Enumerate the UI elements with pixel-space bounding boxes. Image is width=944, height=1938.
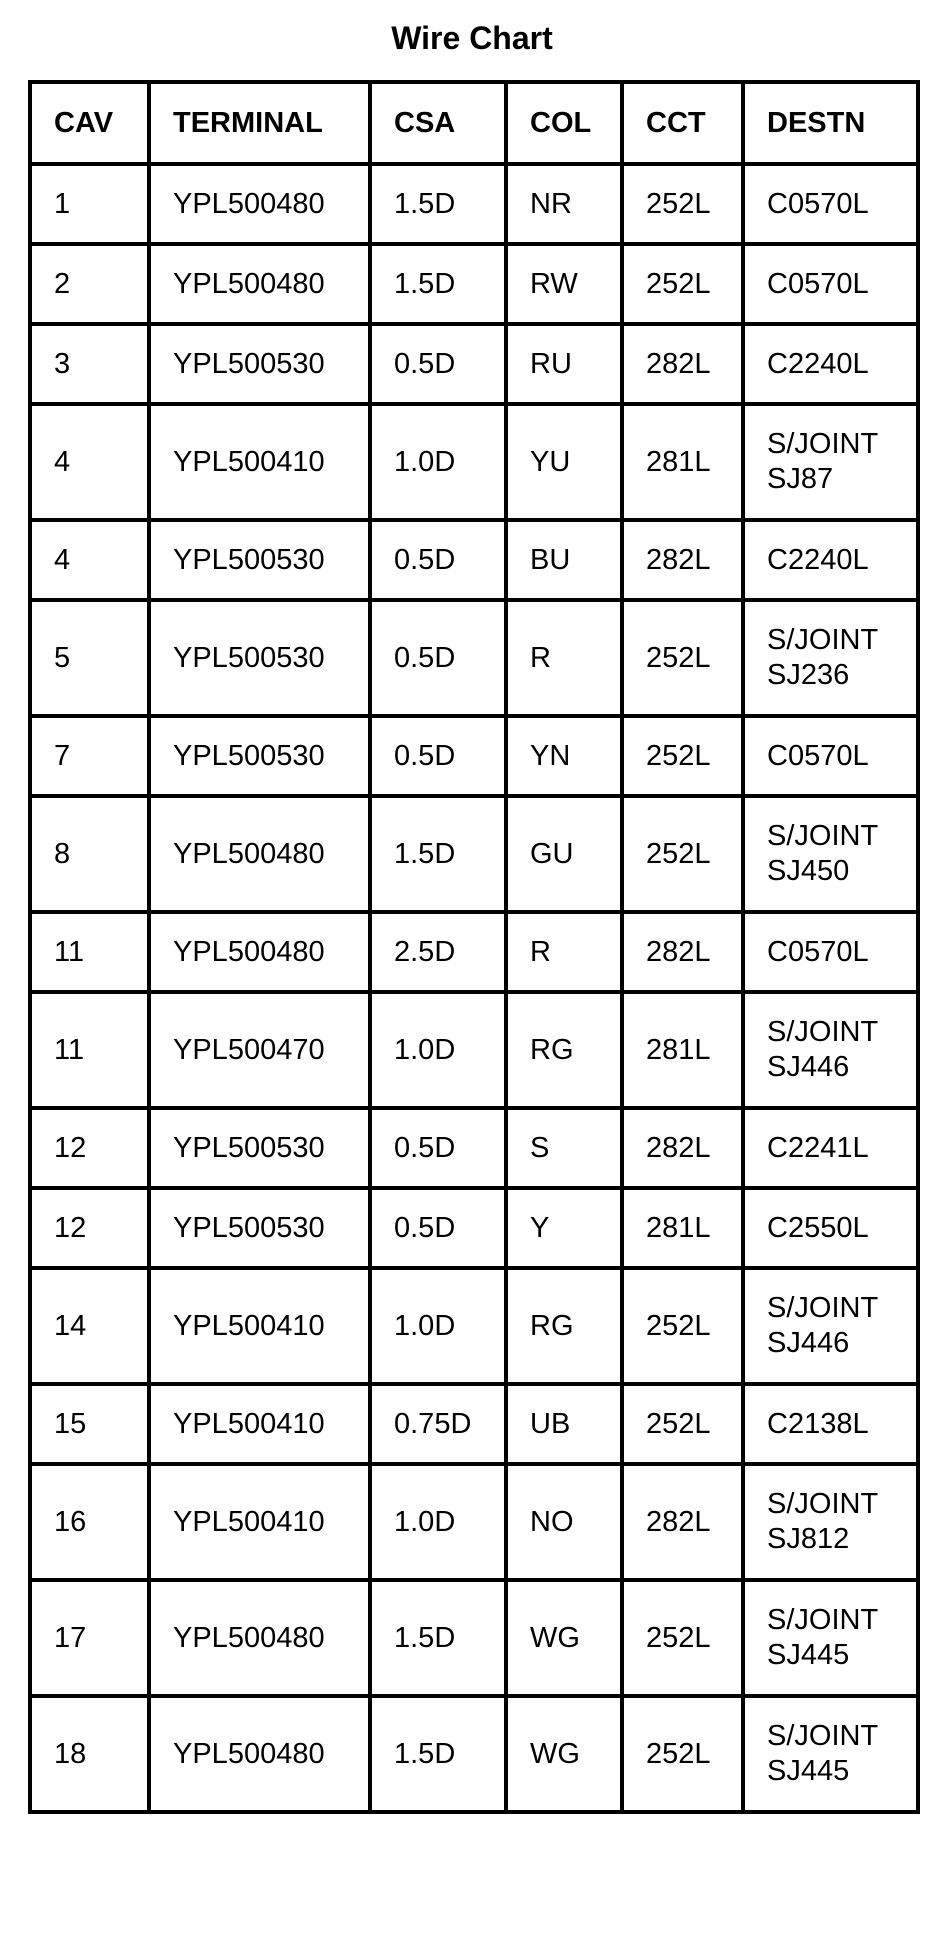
cell-col: GU (506, 796, 622, 912)
cell-col: RG (506, 992, 622, 1108)
column-header-terminal: TERMINAL (149, 82, 370, 164)
table-row (30, 324, 918, 404)
cell-cav: 12 (30, 1188, 149, 1268)
destn-line: C0570L (767, 187, 869, 220)
table-row (30, 520, 918, 600)
cell-cct: 282L (622, 912, 743, 992)
wire-chart-table (28, 80, 920, 1814)
destn-line: C0570L (767, 739, 869, 772)
cell-cct: 252L (622, 1268, 743, 1384)
cell-cct: 281L (622, 992, 743, 1108)
cell-terminal: YPL500470 (149, 992, 370, 1108)
table-row (30, 1696, 918, 1812)
cell-col: WG (506, 1580, 622, 1696)
cell-destn (743, 1384, 918, 1464)
cell-cav: 17 (30, 1580, 149, 1696)
cell-csa: 0.5D (370, 520, 506, 600)
table-row (30, 796, 918, 912)
destn-line: SJ450 (767, 855, 850, 887)
cell-destn (743, 1464, 918, 1580)
destn-line: S/JOINT (767, 1292, 879, 1324)
cell-csa: 1.5D (370, 1580, 506, 1696)
table-row (30, 1384, 918, 1464)
table-row (30, 1188, 918, 1268)
column-header-cav: CAV (30, 82, 149, 164)
table-body (30, 164, 918, 1812)
cell-csa: 1.0D (370, 404, 506, 520)
cell-terminal: YPL500480 (149, 164, 370, 244)
cell-destn (743, 992, 918, 1108)
cell-destn (743, 244, 918, 324)
cell-cav: 5 (30, 600, 149, 716)
cell-cav: 14 (30, 1268, 149, 1384)
cell-csa: 1.0D (370, 1464, 506, 1580)
destn-line: C0570L (767, 935, 869, 968)
cell-csa: 0.5D (370, 324, 506, 404)
cell-cct: 282L (622, 1108, 743, 1188)
cell-cav: 8 (30, 796, 149, 912)
cell-terminal: YPL500410 (149, 1464, 370, 1580)
cell-terminal: YPL500410 (149, 404, 370, 520)
cell-destn (743, 1268, 918, 1384)
destn-line: SJ236 (767, 659, 850, 691)
table-row (30, 992, 918, 1108)
destn-line: S/JOINT (767, 1720, 879, 1752)
cell-csa: 2.5D (370, 912, 506, 992)
table-row (30, 164, 918, 244)
cell-csa: 0.5D (370, 716, 506, 796)
column-header-col: COL (506, 82, 622, 164)
cell-cav: 4 (30, 520, 149, 600)
cell-destn (743, 1108, 918, 1188)
cell-csa: 1.0D (370, 1268, 506, 1384)
cell-csa: 1.5D (370, 1696, 506, 1812)
table-row (30, 1108, 918, 1188)
cell-csa: 1.0D (370, 992, 506, 1108)
cell-destn (743, 716, 918, 796)
column-header-csa: CSA (370, 82, 506, 164)
cell-col: R (506, 600, 622, 716)
page-title: Wire Chart (391, 20, 553, 56)
destn-line: C2241L (767, 1131, 869, 1164)
destn-line: C2550L (767, 1211, 869, 1244)
cell-terminal: YPL500530 (149, 716, 370, 796)
destn-line: S/JOINT (767, 1016, 879, 1048)
table-row (30, 1268, 918, 1384)
cell-cct: 282L (622, 1464, 743, 1580)
destn-line: C2138L (767, 1407, 869, 1440)
destn-line: S/JOINT (767, 1604, 879, 1636)
destn-line: SJ87 (767, 463, 834, 495)
destn-line: C0570L (767, 267, 869, 300)
cell-destn (743, 404, 918, 520)
cell-csa: 0.5D (370, 600, 506, 716)
cell-cav: 11 (30, 912, 149, 992)
cell-terminal: YPL500530 (149, 520, 370, 600)
table-row (30, 716, 918, 796)
cell-terminal: YPL500530 (149, 1188, 370, 1268)
destn-line: S/JOINT (767, 1488, 879, 1520)
cell-cav: 15 (30, 1384, 149, 1464)
destn-line: SJ445 (767, 1639, 850, 1671)
cell-destn (743, 1696, 918, 1812)
cell-cav: 11 (30, 992, 149, 1108)
cell-cct: 252L (622, 1384, 743, 1464)
cell-cct: 252L (622, 716, 743, 796)
cell-col: RG (506, 1268, 622, 1384)
cell-col: S (506, 1108, 622, 1188)
cell-cct: 281L (622, 404, 743, 520)
cell-csa: 0.5D (370, 1188, 506, 1268)
cell-destn (743, 796, 918, 912)
cell-cav: 3 (30, 324, 149, 404)
cell-csa: 1.5D (370, 244, 506, 324)
cell-cct: 252L (622, 600, 743, 716)
cell-destn (743, 1580, 918, 1696)
table-row (30, 600, 918, 716)
cell-col: RW (506, 244, 622, 324)
cell-cav: 18 (30, 1696, 149, 1812)
cell-terminal: YPL500480 (149, 1696, 370, 1812)
cell-terminal: YPL500480 (149, 244, 370, 324)
destn-line: C2240L (767, 347, 869, 380)
cell-terminal: YPL500480 (149, 1580, 370, 1696)
table-row (30, 244, 918, 324)
cell-csa: 1.5D (370, 796, 506, 912)
cell-destn (743, 520, 918, 600)
cell-destn (743, 912, 918, 992)
cell-terminal: YPL500530 (149, 600, 370, 716)
destn-line: SJ445 (767, 1755, 850, 1787)
cell-cct: 252L (622, 796, 743, 912)
table-row (30, 912, 918, 992)
destn-line: SJ446 (767, 1327, 850, 1359)
cell-cct: 252L (622, 244, 743, 324)
cell-destn (743, 1188, 918, 1268)
destn-line: S/JOINT (767, 820, 879, 852)
destn-line: SJ446 (767, 1051, 850, 1083)
cell-col: YN (506, 716, 622, 796)
cell-destn (743, 600, 918, 716)
cell-cav: 4 (30, 404, 149, 520)
cell-cct: 282L (622, 324, 743, 404)
table-row (30, 1464, 918, 1580)
destn-line: SJ812 (767, 1523, 850, 1555)
cell-cct: 252L (622, 1580, 743, 1696)
cell-terminal: YPL500410 (149, 1384, 370, 1464)
cell-csa: 1.5D (370, 164, 506, 244)
cell-cct: 252L (622, 164, 743, 244)
cell-terminal: YPL500480 (149, 796, 370, 912)
cell-terminal: YPL500530 (149, 1108, 370, 1188)
cell-col: RU (506, 324, 622, 404)
destn-line: S/JOINT (767, 624, 879, 656)
cell-col: Y (506, 1188, 622, 1268)
cell-terminal: YPL500530 (149, 324, 370, 404)
cell-cav: 1 (30, 164, 149, 244)
cell-destn (743, 324, 918, 404)
column-header-destn: DESTN (743, 82, 918, 164)
cell-terminal: YPL500480 (149, 912, 370, 992)
cell-col: YU (506, 404, 622, 520)
table-row (30, 1580, 918, 1696)
cell-cav: 2 (30, 244, 149, 324)
cell-col: BU (506, 520, 622, 600)
cell-csa: 0.75D (370, 1384, 506, 1464)
cell-destn (743, 164, 918, 244)
cell-cct: 252L (622, 1696, 743, 1812)
cell-csa: 0.5D (370, 1108, 506, 1188)
cell-cct: 281L (622, 1188, 743, 1268)
table-row (30, 404, 918, 520)
cell-cav: 16 (30, 1464, 149, 1580)
destn-line: C2240L (767, 543, 869, 576)
cell-terminal: YPL500410 (149, 1268, 370, 1384)
table-header-row (30, 82, 918, 164)
cell-col: WG (506, 1696, 622, 1812)
cell-col: NR (506, 164, 622, 244)
cell-col: R (506, 912, 622, 992)
column-header-cct: CCT (622, 82, 743, 164)
cell-cav: 7 (30, 716, 149, 796)
cell-col: UB (506, 1384, 622, 1464)
cell-cct: 282L (622, 520, 743, 600)
cell-cav: 12 (30, 1108, 149, 1188)
destn-line: S/JOINT (767, 428, 879, 460)
cell-col: NO (506, 1464, 622, 1580)
